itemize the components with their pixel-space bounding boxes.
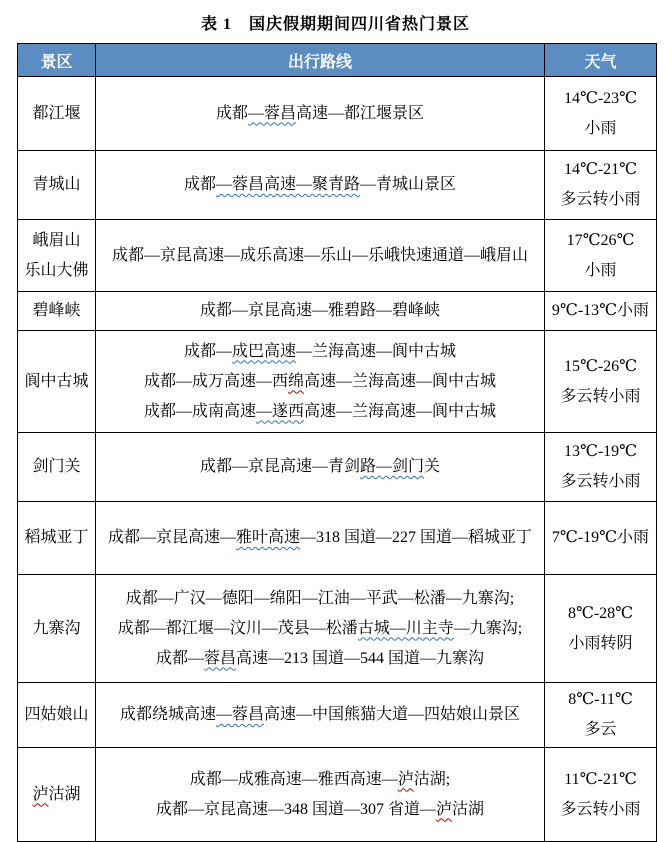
weather-cell: [545, 220, 657, 292]
scenic-area-cell: [18, 683, 96, 748]
route-line: [97, 241, 543, 271]
weather-line: [546, 765, 655, 795]
text-segment: 多云转小雨: [560, 191, 641, 208]
route-line: [97, 700, 543, 730]
text-segment: 剑门关: [32, 458, 81, 475]
route-cell: [96, 292, 545, 331]
scenic-area-cell: [18, 748, 96, 842]
text-segment: 青城山: [32, 176, 81, 193]
text-segment: 14℃-21℃: [563, 161, 638, 178]
text-segment: 峨眉山: [32, 231, 81, 249]
scenic-area-cell: [18, 502, 96, 575]
text-segment: 小雨: [584, 261, 617, 279]
wavy-underlined-text: —蓉昌: [215, 706, 264, 723]
scenic-area-cell: [18, 220, 96, 292]
wavy-underlined-text: —蓉昌: [247, 104, 296, 122]
text-segment: 17℃26℃: [566, 231, 635, 249]
weather-cell: [545, 292, 657, 331]
scenic-area-name: [19, 170, 94, 200]
text-segment: 碧峰峡: [32, 302, 81, 319]
wavy-underlined-text: 路—剑门: [359, 458, 424, 475]
text-segment: 沽湖: [48, 785, 81, 803]
scenic-area-cell: [18, 292, 96, 331]
header-row: [18, 44, 657, 77]
text-segment: 成都—: [183, 342, 232, 360]
weather-line: [546, 84, 655, 114]
weather-line: [546, 467, 655, 497]
weather-cell: [545, 77, 657, 151]
text-segment: 成都绕城高速: [119, 706, 216, 723]
text-segment: 成都—成雅高速—雅西高速—: [189, 770, 398, 788]
weather-line: [546, 629, 655, 659]
table-header: [18, 44, 657, 77]
scenic-area-name: [19, 452, 94, 482]
text-segment: 成都—京昆高速—雅碧路—碧峰峡: [199, 302, 440, 319]
text-segment: 阆中古城: [24, 372, 89, 390]
scenic-area-cell: [18, 433, 96, 502]
text-segment: 小雨转阴: [568, 634, 633, 652]
text-segment: 关: [424, 458, 441, 475]
scenic-area-name: [19, 367, 94, 397]
weather-line: [546, 715, 655, 745]
text-segment: 8℃-28℃: [567, 604, 634, 622]
text-segment: 沽湖;: [413, 770, 451, 788]
route-cell: [96, 331, 545, 433]
text-segment: 高速—中国熊猫大道—四姑娘山景区: [264, 706, 521, 723]
scenic-area-cell: [18, 575, 96, 683]
route-cell: [96, 748, 545, 842]
weather-line: [546, 155, 655, 185]
weather-line: [546, 382, 655, 412]
header-scenic-area: 景区: [18, 44, 96, 77]
text-segment: 四姑娘山: [24, 706, 89, 723]
text-segment: 成都—都江堰—汶川—茂县—松潘: [117, 619, 358, 637]
route-line: [97, 584, 543, 614]
text-segment: 都江堰: [32, 104, 81, 122]
scenic-area-name: [19, 780, 94, 810]
route-cell: [96, 433, 545, 502]
weather-line: [546, 352, 655, 382]
text-segment: 13℃-19℃: [563, 443, 638, 460]
text-segment: 小雨: [584, 119, 617, 137]
wavy-underlined-text: —遂西: [255, 402, 304, 420]
hot-scenic-spots-table: [17, 43, 657, 842]
route-cell: [96, 77, 545, 151]
text-segment: 成都—成南高速: [143, 402, 256, 420]
table-row: [18, 502, 657, 575]
text-segment: 多云: [584, 721, 617, 738]
route-line: [97, 337, 543, 367]
weather-line: [546, 685, 655, 715]
scenic-area-name: [19, 614, 94, 644]
text-segment: 成都—京昆高速—: [107, 529, 236, 546]
text-segment: —青城山景区: [360, 176, 457, 193]
table-row: [18, 331, 657, 433]
weather-line: [546, 114, 655, 144]
text-segment: —兰海高速—阆中古城: [296, 342, 457, 360]
scenic-area-name: [19, 296, 94, 326]
weather-cell: [545, 575, 657, 683]
scenic-area-name: [19, 523, 94, 553]
route-line: [97, 523, 543, 553]
text-segment: 成都—京昆高速—成乐高速—乐山—乐峨快速通道—峨眉山: [111, 246, 528, 264]
route-line: [97, 170, 543, 200]
text-segment: 成都—京昆高速—348 国道—307 省道—: [155, 800, 436, 818]
route-line: [97, 99, 543, 129]
route-line: [97, 765, 543, 795]
weather-line: [546, 437, 655, 467]
scenic-area-cell: [18, 331, 96, 433]
text-segment: 8℃-11℃: [568, 691, 633, 708]
weather-cell: [545, 151, 657, 220]
route-cell: [96, 220, 545, 292]
text-segment: 高速—都江堰景区: [296, 104, 425, 122]
text-segment: —318 国道—227 国道—稻城亚丁: [300, 529, 533, 546]
weather-line: [546, 256, 655, 286]
weather-line: [546, 599, 655, 629]
wavy-underlined-text: 泸: [32, 785, 49, 803]
route-cell: [96, 502, 545, 575]
header-travel-route: 出行路线: [96, 44, 545, 77]
weather-line: [546, 523, 655, 553]
text-segment: 九寨沟: [32, 619, 81, 637]
wavy-underlined-text: 蓉昌: [203, 649, 236, 667]
text-segment: 14℃-23℃: [563, 89, 638, 107]
scenic-area-name: [19, 256, 94, 286]
route-line: [97, 397, 543, 427]
wavy-underlined-text: 雅叶高速: [235, 529, 300, 546]
route-line: [97, 367, 543, 397]
route-line: [97, 296, 543, 326]
text-segment: 多云转小雨: [560, 800, 641, 818]
table-row: [18, 292, 657, 331]
text-segment: 沽湖: [452, 800, 485, 818]
scenic-area-name: [19, 226, 94, 256]
text-segment: —九寨沟;: [453, 619, 523, 637]
route-line: [97, 614, 543, 644]
wavy-underlined-text: 绵: [287, 372, 304, 390]
route-line: [97, 795, 543, 825]
text-segment: 高速—213 国道—544 国道—九寨沟: [236, 649, 485, 667]
scenic-area-cell: [18, 151, 96, 220]
route-line: [97, 644, 543, 674]
weather-cell: [545, 748, 657, 842]
text-segment: 成都: [215, 104, 248, 122]
wavy-underlined-text: 泸: [397, 770, 414, 788]
weather-line: [546, 296, 655, 326]
text-segment: 高速—兰海高速—阆中古城: [304, 402, 497, 420]
route-cell: [96, 151, 545, 220]
wavy-underlined-text: —蓉昌高速—聚青路: [215, 176, 360, 193]
weather-line: [546, 185, 655, 215]
header-weather: 天气: [545, 44, 657, 77]
table-row: [18, 575, 657, 683]
text-segment: 多云转小雨: [560, 473, 641, 490]
text-segment: 成都—京昆高速—青剑: [199, 458, 360, 475]
weather-cell: [545, 683, 657, 748]
wavy-underlined-text: 泸: [435, 800, 452, 818]
weather-line: [546, 795, 655, 825]
wavy-underlined-text: 古城—川主寺: [357, 619, 454, 637]
table-row: [18, 433, 657, 502]
text-segment: 稻城亚丁: [24, 529, 89, 546]
table-row: [18, 748, 657, 842]
table-row: [18, 220, 657, 292]
scenic-area-cell: [18, 77, 96, 151]
route-cell: [96, 575, 545, 683]
text-segment: 15℃-26℃: [563, 357, 638, 375]
weather-cell: [545, 433, 657, 502]
scenic-area-name: [19, 700, 94, 730]
table-row: [18, 151, 657, 220]
table-row: [18, 683, 657, 748]
text-segment: 9℃-13℃小雨: [551, 302, 650, 319]
text-segment: 乐山大佛: [24, 261, 89, 279]
weather-cell: [545, 502, 657, 575]
text-segment: 成都—成万高速—西: [143, 372, 288, 390]
text-segment: 高速—兰海高速—阆中古城: [304, 372, 497, 390]
text-segment: 7℃-19℃小雨: [551, 529, 650, 546]
weather-cell: [545, 331, 657, 433]
text-segment: 成都—广汉—德阳—绵阳—江油—平武—松潘—九寨沟;: [125, 589, 515, 607]
table-title: 表 1 国庆假期期间四川省热门景区: [200, 16, 470, 33]
scenic-area-name: [19, 99, 94, 129]
table-body: [18, 77, 657, 842]
text-segment: 成都—: [155, 649, 204, 667]
route-cell: [96, 683, 545, 748]
table-row: [18, 77, 657, 151]
weather-line: [546, 226, 655, 256]
text-segment: 11℃-21℃: [564, 770, 637, 788]
text-segment: 成都: [183, 176, 216, 193]
text-segment: 多云转小雨: [560, 387, 641, 405]
route-line: [97, 452, 543, 482]
wavy-underlined-text: 成巴高速: [231, 342, 296, 360]
